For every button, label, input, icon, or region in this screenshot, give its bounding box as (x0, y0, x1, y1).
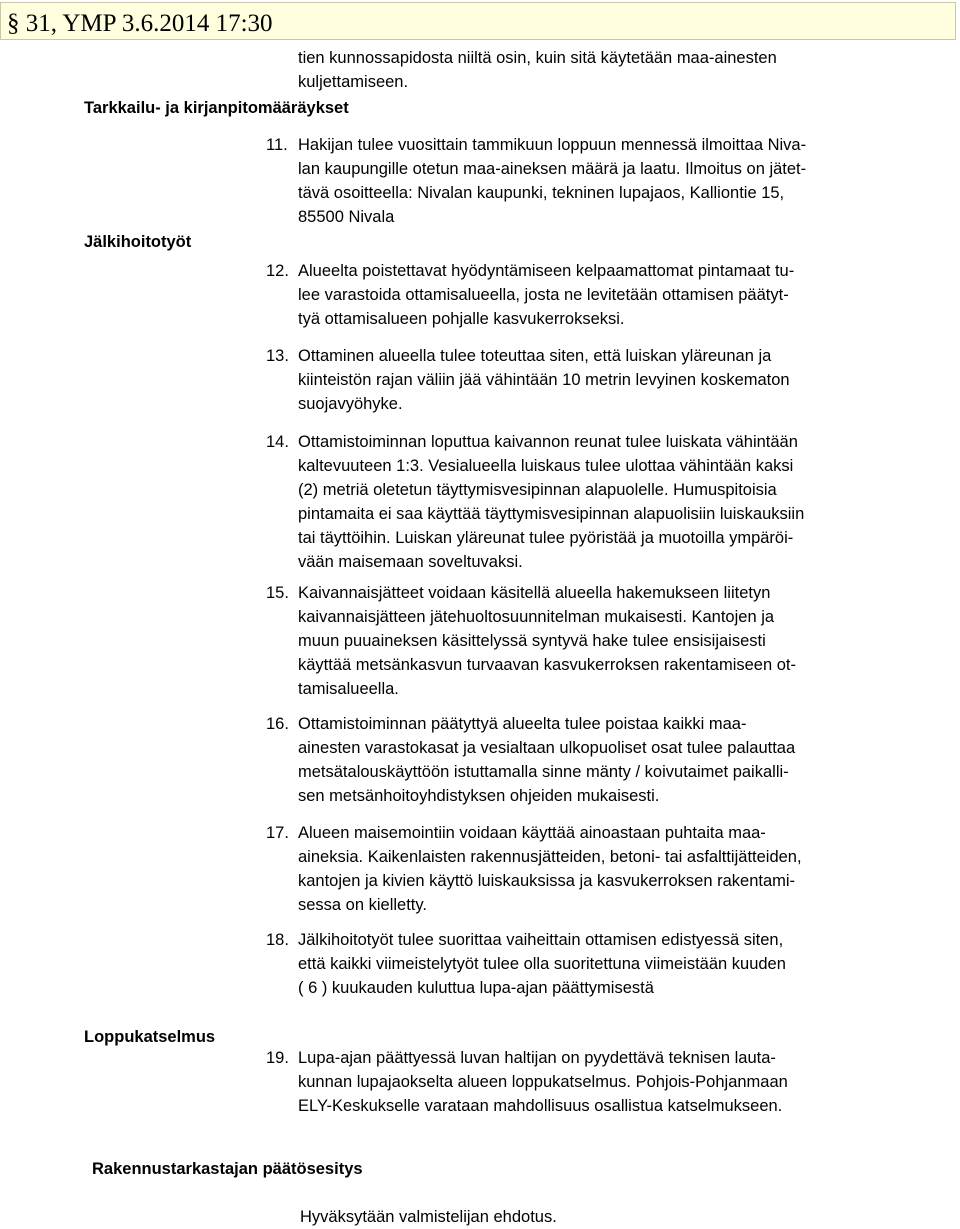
item-line: ( 6 ) kuukauden kuluttua lupa-ajan päättymisestä (298, 979, 654, 997)
item-line: vään maisemaan soveltuvaksi. (298, 553, 523, 571)
item-number: 16. (266, 715, 289, 733)
heading-final-inspection: Loppukatselmus (84, 1028, 216, 1046)
item-line: lee varastoida ottamisalueella, josta ne levitetään ottamisen päätyt- (298, 286, 789, 304)
heading-monitoring: Tarkkailu- ja kirjanpitomääräykset (84, 99, 349, 117)
item-line: Hakijan tulee vuosittain tammikuun loppuun mennessä ilmoittaa Niva- (298, 136, 807, 154)
item-line: kaltevuuteen 1:3. Vesialueella luiskaus tulee ulottaa vähintään kaksi (298, 457, 794, 475)
item-number: 18. (266, 931, 289, 949)
item-line: tyä ottamisalueen pohjalle kasvukerrokseksi. (298, 310, 625, 328)
item-line: Jälkihoitotyöt tulee suorittaa vaiheittain ottamisen edistyessä siten, (298, 931, 784, 949)
item-line: kiinteistön rajan väliin jää vähintään 10 metrin levyinen koskematon (298, 371, 790, 389)
intro-continuation (298, 46, 898, 94)
item-line: Ottamistoiminnan loputtua kaivannon reunat tulee luiskata vähintään (298, 433, 798, 451)
item-line: ELY-Keskukselle varataan mahdollisuus osallistua katselmukseen. (298, 1097, 783, 1115)
list-item (266, 821, 906, 917)
list-item (266, 712, 906, 808)
heading-building-inspector-proposal: Rakennustarkastajan päätösesitys (92, 1160, 363, 1178)
item-number: 17. (266, 824, 289, 842)
item-line: Lupa-ajan päättyessä luvan haltijan on pyydettävä teknisen lauta- (298, 1049, 776, 1067)
item-line: sen metsänhoitoyhdistyksen ohjeiden mukaisesti. (298, 787, 660, 805)
item-line: lan kaupungille otetun maa-aineksen määrä ja laatu. Ilmoitus on jätet- (298, 160, 807, 178)
list-item (266, 133, 906, 229)
item-line: kantojen ja kivien käyttö luiskauksissa ja kasvukerroksen rakentami- (298, 872, 796, 890)
proposal-text: Hyväksytään valmistelijan ehdotus. (300, 1208, 557, 1226)
item-line: muun puuaineksen käsittelyssä syntyvä hake tulee ensisijaisesti (298, 632, 766, 650)
item-line: 85500 Nivala (298, 208, 395, 226)
section-header (0, 2, 956, 40)
list-item (266, 430, 906, 574)
item-line: Kaivannaisjätteet voidaan käsitellä alueella hakemukseen liitetyn (298, 584, 771, 602)
section-reference: § 31, YMP 3.6.2014 17:30 (7, 10, 273, 37)
intro-line: kuljettamiseen. (298, 73, 409, 91)
item-number: 13. (266, 347, 289, 365)
item-number: 14. (266, 433, 289, 451)
intro-line: tien kunnossapidosta niiltä osin, kuin sitä käytetään maa-ainesten (298, 49, 777, 67)
item-number: 12. (266, 262, 289, 280)
item-number: 19. (266, 1049, 289, 1067)
list-item (266, 581, 906, 701)
item-line: kaivannaisjätteen jätehuoltosuunnitelman mukaisesti. Kantojen ja (298, 608, 775, 626)
list-item (266, 344, 906, 416)
item-line: Ottamistoiminnan päätyttyä alueelta tulee poistaa kaikki maa- (298, 715, 747, 733)
item-line: aineksia. Kaikenlaisten rakennusjätteiden, betoni- tai asfalttijätteiden, (298, 848, 802, 866)
item-line: tamisalueella. (298, 680, 399, 698)
item-line: pintamaita ei saa käyttää täyttymisvesipinnan alapuolisiin luiskauksiin (298, 505, 805, 523)
list-item (266, 928, 906, 1000)
list-item (266, 259, 906, 331)
item-line: ainesten varastokasat ja vesialtaan ulkopuoliset osat tulee palauttaa (298, 739, 796, 757)
item-line: Alueelta poistettavat hyödyntämiseen kelpaamattomat pintamaat tu- (298, 262, 795, 280)
item-line: tävä osoitteella: Nivalan kaupunki, tekninen lupajaos, Kalliontie 15, (298, 184, 785, 202)
item-number: 15. (266, 584, 289, 602)
item-number: 11. (266, 136, 288, 154)
item-line: Ottaminen alueella tulee toteuttaa siten, että luiskan yläreunan ja (298, 347, 772, 365)
item-line: kunnan lupajaokselta alueen loppukatselmus. Pohjois-Pohjanmaan (298, 1073, 788, 1091)
item-line: metsätalouskäyttöön istuttamalla sinne mänty / koivutaimet paikalli- (298, 763, 789, 781)
item-line: tai täyttöihin. Luiskan yläreunat tulee pyöristää ja muotoilla ympäröi- (298, 529, 794, 547)
item-line: sessa on kielletty. (298, 896, 428, 914)
item-line: käyttää metsänkasvun turvaavan kasvukerroksen rakentamiseen ot- (298, 656, 796, 674)
item-line: suojavyöhyke. (298, 395, 403, 413)
item-line: (2) metriä oletetun täyttymisvesipinnan alapuolelle. Humuspitoisia (298, 481, 777, 499)
list-item (266, 1046, 906, 1118)
item-line: Alueen maisemointiin voidaan käyttää ainoastaan puhtaita maa- (298, 824, 766, 842)
item-line: että kaikki viimeistelytyöt tulee olla suoritettuna viimeistään kuuden (298, 955, 786, 973)
heading-aftercare: Jälkihoitotyöt (84, 233, 192, 251)
